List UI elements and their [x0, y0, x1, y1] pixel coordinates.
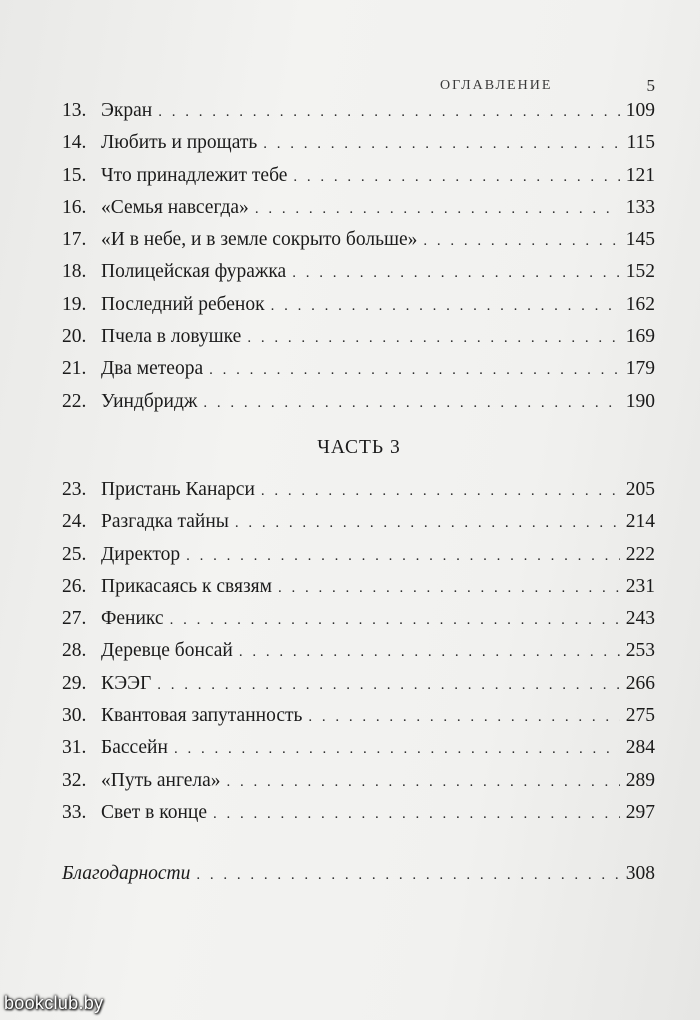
dot-leader [308, 701, 619, 733]
dot-leader [157, 669, 619, 701]
dot-leader [239, 636, 620, 668]
toc-entry-page: 109 [625, 100, 655, 121]
toc-entry-title: Уиндбридж [101, 390, 198, 412]
dot-leader [423, 225, 619, 257]
toc-entry-title: Что принадлежит тебе [101, 164, 288, 186]
toc-entry-title: Разгадка тайны [101, 511, 229, 533]
running-title: ОГЛАВЛЕНИЕ [440, 78, 553, 93]
toc-entry-title: «Путь ангела» [101, 769, 221, 791]
toc-entry-title: КЭЭГ [101, 672, 152, 694]
toc-entry-page: 308 [625, 863, 655, 884]
page-number: 5 [646, 76, 655, 95]
toc-entry-title: Пристань Канарси [101, 479, 255, 500]
toc-entry-number: 27. [62, 608, 87, 630]
dot-leader [186, 540, 620, 572]
toc-entry[interactable] [62, 289, 655, 321]
toc-entry-page: 190 [625, 390, 655, 412]
toc-entry-page: 162 [625, 293, 655, 315]
toc-entry-page: 275 [625, 705, 655, 727]
dot-leader [213, 798, 620, 830]
toc-entry-title: Феникс [101, 608, 164, 630]
toc-entry-page: 284 [625, 737, 655, 759]
toc-entry-page: 145 [625, 229, 655, 251]
toc-entry[interactable] [62, 321, 655, 353]
toc-entry[interactable] [62, 192, 655, 224]
dot-leader [235, 507, 620, 539]
toc-entry-number: 17. [62, 229, 87, 251]
toc-entry-number: 30. [62, 705, 87, 727]
toc-entry-number: 31. [62, 737, 87, 759]
toc-entry[interactable] [62, 797, 655, 829]
toc-entry[interactable] [62, 668, 655, 700]
toc-entry-title: Любить и прощать [101, 132, 258, 154]
toc-entry-number: 15. [62, 164, 87, 186]
toc-entry-title: Бассейн [101, 737, 168, 759]
toc-entry[interactable] [62, 700, 655, 732]
toc-entry-title: Директор [101, 543, 181, 565]
dot-leader [170, 604, 620, 636]
dot-leader [278, 572, 620, 604]
dot-leader [292, 257, 620, 289]
toc-entry-number: 32. [62, 769, 87, 791]
dot-leader [271, 290, 620, 322]
toc-entry-title: Два метеора [101, 358, 204, 380]
toc-entry[interactable] [62, 635, 655, 667]
dot-leader [196, 859, 619, 891]
toc-entry-page: 214 [625, 511, 655, 533]
toc-entry-number: 33. [62, 801, 87, 823]
toc-entry-title: Полицейская фуражка [101, 261, 287, 283]
toc-entry-title: «Семья навсегда» [101, 196, 249, 218]
part-3-heading: ЧАСТЬ 3 [317, 437, 401, 458]
toc-entry-page: 169 [625, 326, 655, 348]
toc-entry-page: 121 [625, 164, 655, 186]
toc-entry-title: Последний ребенок [101, 293, 265, 315]
toc-entry[interactable] [62, 732, 655, 764]
toc-entry[interactable] [62, 224, 655, 256]
dot-leader [263, 128, 620, 160]
toc-entry-page: 297 [625, 801, 655, 823]
toc-entry-title: Прикасаясь к связям [101, 575, 272, 597]
toc-entry-page: 222 [625, 543, 655, 565]
dot-leader [203, 387, 619, 419]
toc-entry-page: 179 [625, 358, 655, 380]
toc-entry[interactable] [62, 256, 655, 288]
toc-entry-number: 26. [62, 575, 87, 597]
toc-entry[interactable] [62, 386, 655, 418]
toc-entry-number: 19. [62, 293, 87, 315]
toc-entry-page: 152 [625, 261, 655, 283]
toc-entry-number: 28. [62, 640, 87, 662]
toc-entry[interactable] [62, 127, 655, 159]
toc-entry-title: Деревце бонсай [101, 640, 233, 662]
toc-entry[interactable] [62, 765, 655, 797]
toc-part-3-list [62, 474, 655, 829]
toc-entry[interactable] [62, 539, 655, 571]
dot-leader [293, 161, 619, 193]
toc-entry-page: 289 [625, 769, 655, 791]
dot-leader [247, 322, 619, 354]
toc-entry[interactable] [62, 353, 655, 385]
dot-leader [158, 96, 620, 128]
toc-entry-page: 266 [625, 672, 655, 694]
toc-entry-title: «И в небе, и в земле сокрыто больше» [101, 229, 418, 251]
toc-entry[interactable] [62, 160, 655, 192]
toc-entry-page: 243 [625, 608, 655, 630]
toc-entry-number: 13. [62, 100, 87, 121]
toc-entry-number: 14. [62, 132, 87, 154]
toc-entry[interactable] [62, 571, 655, 603]
toc-entry-number: 16. [62, 196, 87, 218]
toc-entry-number: 29. [62, 672, 87, 694]
dot-leader [255, 193, 620, 225]
toc-entry-title: Пчела в ловушке [101, 326, 242, 348]
toc-entry-number: 25. [62, 543, 87, 565]
toc-entry-number: 22. [62, 390, 87, 412]
toc-entry-title: Квантовая запутанность [101, 705, 303, 727]
toc-entry[interactable] [62, 603, 655, 635]
dot-leader [174, 733, 620, 765]
toc-entry-page: 133 [625, 196, 655, 218]
site-watermark: bookclub.by [4, 993, 104, 1013]
toc-part-2-list [62, 95, 655, 418]
toc-entry-page: 253 [625, 640, 655, 662]
toc-entry-number: 20. [62, 326, 87, 348]
toc-entry-number: 24. [62, 511, 87, 533]
toc-entry-page: 205 [625, 479, 655, 500]
toc-entry-number: 23. [62, 479, 87, 500]
toc-entry-title: Экран [101, 100, 153, 121]
toc-entry-page: 231 [625, 575, 655, 597]
toc-entry-acknowledgements[interactable] [62, 858, 655, 890]
toc-entry-title: Свет в конце [101, 801, 207, 823]
toc-entry-title: Благодарности [62, 863, 191, 884]
dot-leader [209, 354, 620, 386]
toc-entry-page: 115 [626, 132, 655, 154]
dot-leader [261, 475, 620, 507]
dot-leader [227, 766, 620, 798]
toc-entry[interactable] [62, 506, 655, 538]
toc-entry[interactable] [62, 474, 655, 506]
toc-entry[interactable] [62, 95, 655, 127]
toc-entry-number: 18. [62, 261, 87, 283]
toc-entry-number: 21. [62, 358, 87, 380]
